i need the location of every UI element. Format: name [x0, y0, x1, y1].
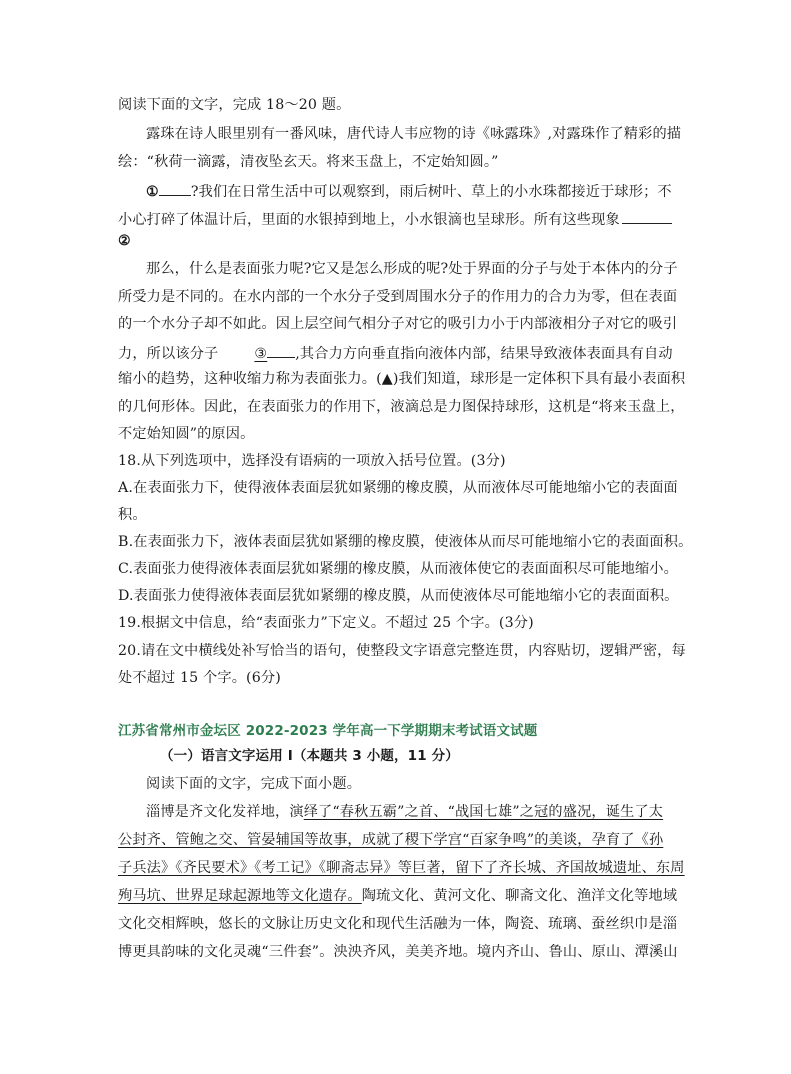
section-intro: 阅读下面的文字，完成下面小题。	[146, 776, 362, 792]
text-line-4-b: 陶琉文化、黄河文化、聊斋文化、渔洋文化等地域	[361, 888, 678, 904]
question-19: 19.根据文中信息，给“表面张力”下定义。不超过 25 个字。(3分)	[118, 615, 534, 631]
option-c: C.表面张力使得液体表面层犹如紧绷的橡皮膜，从而液体使它的表面面积尽可能地缩小。	[118, 561, 678, 577]
source-title: 江苏省常州市金坛区 2022-2023 学年高一下学期期末考试语文试题	[118, 723, 538, 739]
section-heading: （一）语言文字运用 I（本题共 3 小题，11 分）	[160, 748, 459, 764]
underlined-text-1: 绎了“春秋五霸”之首、“战国七雄”之冠的盛况，诞生了太	[303, 804, 664, 820]
paragraph-3-line-6: 的几何形体。因此，在表面张力的作用下，液滴总是力图保持球形，这机是“将来玉盘上，	[118, 399, 685, 415]
passage-intro: 阅读下面的文字，完成 18～20 题。	[118, 97, 351, 113]
question-20-line-2: 处不超过 15 个字。(6分)	[118, 670, 281, 686]
paragraph-2-line-1-text: ?我们在日常生活中可以观察到，雨后树叶、草上的小水珠都接近于球形；不	[190, 184, 672, 200]
underlined-text-3: 子兵法》《齐民要术》《考工记》《聊斋志异》等巨著，留下了齐长城、齐国故城遗址、东周	[118, 860, 685, 876]
option-a-line-2: 积。	[118, 507, 147, 523]
paragraph-2-line-2	[118, 208, 672, 230]
paragraph-2-line-3	[118, 231, 131, 251]
option-d: D.表面张力使得液体表面层犹如紧绷的橡皮膜，从而使液体尽可能地缩小它的表面面积。	[118, 588, 679, 604]
text-line-6: 博更具韵味的文化灵魂“三件套”。泱泱齐风，美美齐地。境内齐山、鲁山、原山、潭溪山	[118, 944, 678, 960]
paragraph-3-line-3: 的一个水分子却不如此。因上层空间气相分子对它的吸引力小于内部液相分子对它的吸引	[118, 316, 678, 332]
paragraph-3-line-2: 所受力是不同的。在水内部的一个水分子受到周围水分子的作用力的合力为零，但在表面	[118, 289, 678, 305]
blank-marker-1: ①	[146, 184, 159, 200]
paragraph-3-line-5: 缩小的趋势，这种收缩力称为表面张力。(▲)我们知道，球形是一定体积下具有最小表面积	[118, 371, 686, 387]
text-line-1-a: 淄博是齐文化发祥地，演	[146, 804, 304, 820]
text-line-5: 文化交相辉映，悠长的文脉让历史文化和现代生活融为一体，陶瓷、琉璃、蚕丝织巾是淄	[118, 916, 678, 932]
answer-blank-3	[267, 342, 295, 358]
paragraph-1-line-1: 露珠在诗人眼里别有一番风味，唐代诗人韦应物的诗《咏露珠》,对露珠作了精彩的描	[146, 126, 682, 142]
paragraph-3-line-4-text-a: 力，所以该分子	[118, 346, 219, 362]
paragraph-3-line-4	[118, 342, 673, 364]
option-b: B.在表面张力下，液体表面层犹如紧绷的橡皮膜，使液体从而尽可能地缩小它的表面面积。	[118, 534, 693, 550]
paragraph-1-line-2: 绘：“秋荷一滴露，清夜坠玄天。将来玉盘上，不定始知圆。”	[118, 154, 499, 170]
answer-blank-1	[159, 180, 191, 196]
blank-marker-3: ③	[254, 346, 268, 362]
underlined-text-2: 公封齐、管鲍之交、管晏辅国等故事，成就了稷下学宫“百家争鸣”的美谈，孕育了《孙	[118, 832, 664, 848]
paragraph-3-line-7: 不定始知圆”的原因。	[118, 426, 255, 442]
text-line-2	[118, 830, 663, 850]
paragraph-3-line-1: 那么，什么是表面张力呢?它又是怎么形成的呢?处于界面的分子与处于本体内的分子	[146, 261, 678, 277]
question-20-line-1: 20.请在文中横线处补写恰当的语句，使整段文字语意完整连贯，内容贴切，逻辑严密，每	[118, 643, 686, 659]
paragraph-2-line-1	[146, 180, 672, 202]
underlined-text-4: 殉马坑、世界足球起源地等文化遗存。	[118, 888, 362, 904]
text-line-1	[146, 802, 663, 822]
text-line-4	[118, 886, 677, 906]
question-18: 18.从下列选项中，选择没有语病的一项放入括号位置。(3分)	[118, 453, 506, 469]
blank-marker-2: ②	[118, 233, 131, 249]
paragraph-3-line-4-text-b: ,其合力方向垂直指向液体内部，结果导致液体表面具有自动	[295, 346, 673, 362]
paragraph-2-line-2-text: 小心打碎了体温计后，里面的水银掉到地上，小水银滴也呈球形。所有这些现象	[118, 212, 620, 228]
text-line-3	[118, 858, 685, 878]
answer-blank-2	[622, 208, 672, 224]
option-a-line-1: A.在表面张力下，使得液体表面层犹如紧绷的橡皮膜，从而液体尽可能地缩小它的表面面	[118, 480, 678, 496]
